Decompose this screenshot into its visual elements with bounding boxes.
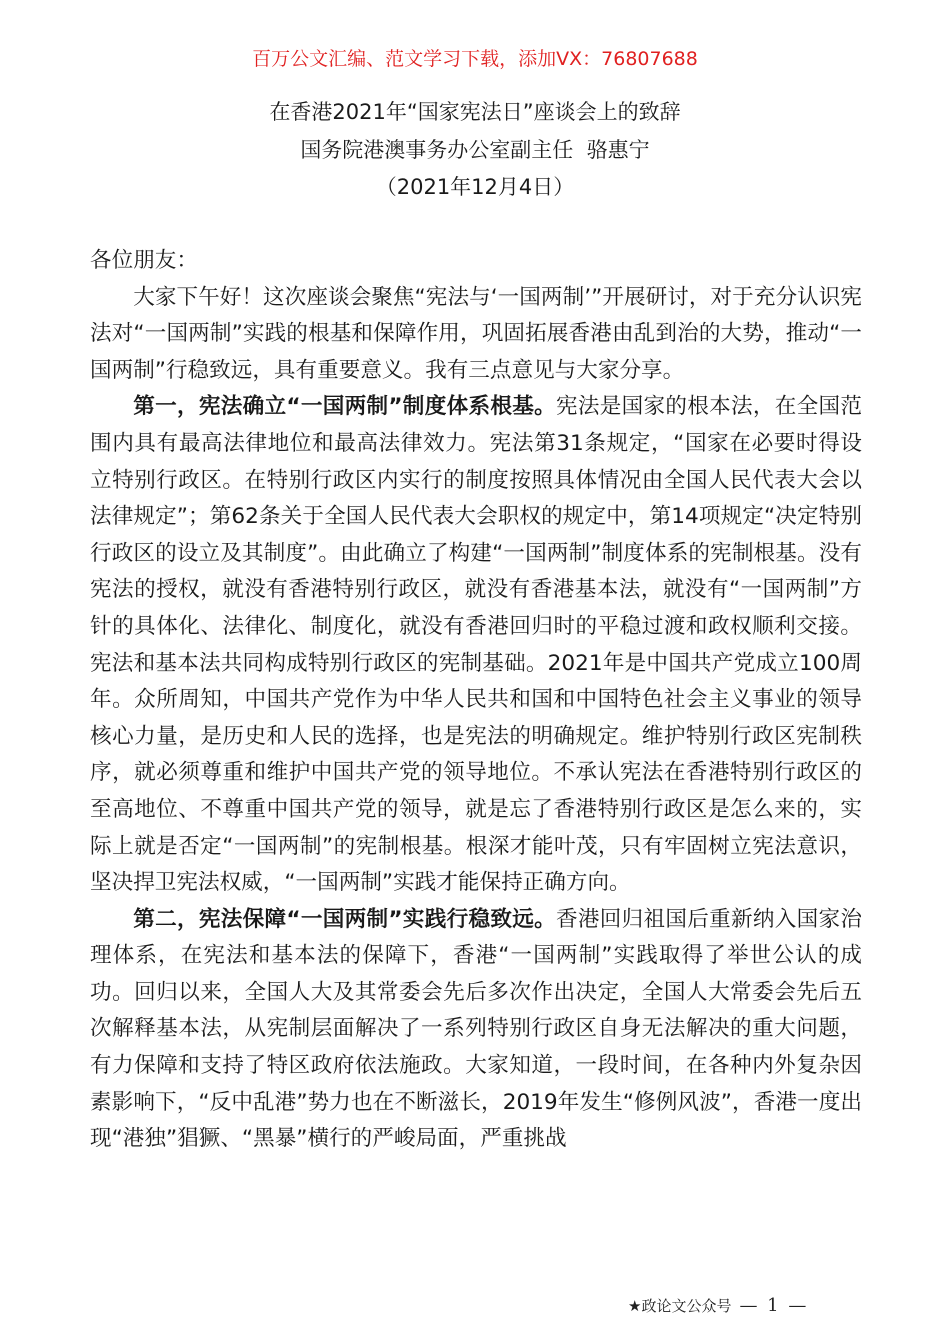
intro-paragraph: 大家下午好！这次座谈会聚焦“宪法与‘一国两制’”开展研讨，对于充分认识宪法对“一国两制”实践的根基和保障作用，巩固拓展香港由乱到治的大势，推动“一国两制”行稳致远，具有重要意义。我有三点意见与大家分享。: [90, 284, 862, 383]
speech-body: [90, 243, 862, 1158]
point-two-paragraph: [90, 902, 862, 1158]
point-two-heading: 第二，宪法保障“一国两制”实践行稳致远。: [133, 906, 556, 932]
point-one-text: 宪法是国家的根本法，在全国范围内具有最高法律地位和最高法律效力。宪法第31条规定，“国家在必要时得设立特别行政区。在特别行政区内实行的制度按照具体情况由全国人民代表大会以法律规定”；第62条关于全国人民代表大会职权的规定中，第14项规定“决定特别行政区的设立及其制度”。由此确立了构建“一国两制”制度体系的宪制根基。没有宪法的授权，就没有香港特别行政区，就没有香港基本法，就没有“一国两制”方针的具体化、法律化、制度化，就没有香港回归时的平稳过渡和政权顺利交接。宪法和基本法共同构成特别行政区的宪制基础。2021年是中国共产党成立100周年。众所周知，中国共产党作为中华人民共和国和中国特色社会主义事业的领导核心力量，是历史和人民的选择，也是宪法的明确规定。维护特别行政区宪制秩序，就必须尊重和维护中国共产党的领导地位。不承认宪法在香港特别行政区的至高地位、不尊重中国共产党的领导，就是忘了香港特别行政区是怎么来的，实际上就是否定“一国两制”的宪制根基。根深才能叶茂，只有牢固树立宪法意识，坚决捍卫宪法权威，“一国两制”实践才能保持正确方向。: [90, 394, 862, 896]
page-number: — 1 —: [739, 1295, 809, 1316]
speech-date: （2021年12月4日）: [375, 175, 575, 199]
promo-banner: 百万公文汇编、范文学习下载，添加VX：76807688: [252, 48, 698, 70]
footer-source: ★政论文公众号: [628, 1297, 732, 1315]
point-two-text: 香港回归祖国后重新纳入国家治理体系，在宪法和基本法的保障下，香港“一国两制”实践取得了举世公认的成功。回归以来，全国人大及其常委会先后多次作出决定，全国人大常委会先后五次解释基本法，从宪制层面解决了一系列特别行政区自身无法解决的重大问题，有力保障和支持了特区政府依法施政。大家知道，一段时间，在各种内外复杂因素影响下，“反中乱港”势力也在不断滋长，2019年发生“修例风波”，香港一度出现“港独”猖獗、“黑暴”横行的严峻局面，严重挑战: [90, 906, 862, 1152]
point-one-heading: 第一，宪法确立“一国两制”制度体系根基。: [133, 394, 556, 420]
author-byline: 国务院港澳事务办公室副主任 骆惠宁: [300, 138, 650, 162]
salutation: 各位朋友：: [90, 248, 198, 273]
point-one-paragraph: [90, 389, 862, 901]
document-title: 在香港2021年“国家宪法日”座谈会上的致辞: [269, 100, 681, 124]
page-footer: [628, 1295, 808, 1317]
